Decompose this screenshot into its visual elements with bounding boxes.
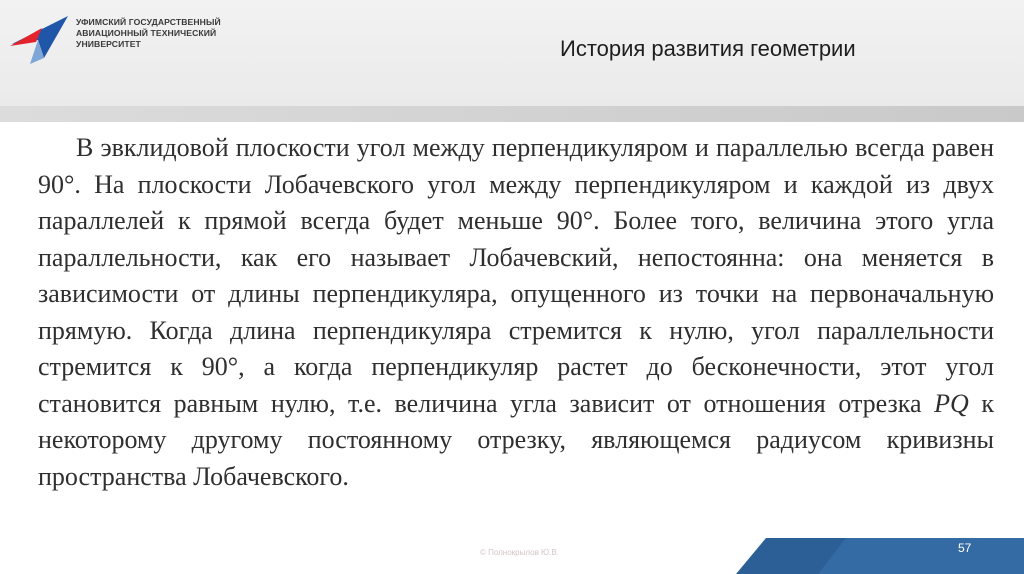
author-watermark: © Полнокрылов Ю.В.	[480, 548, 559, 557]
university-name	[76, 17, 276, 50]
university-name-line: УФИМСКИЙ ГОСУДАРСТВЕННЫЙ	[76, 17, 221, 27]
body-text-part: В эвклидовой плоскости угол между перпендикуляром и параллелью всегда равен 90°. На плоскости Лобачевского угол между перпендикуляром и каждой из двух параллелей к прямой всегда будет меньше 90°. Более того, величина этого угла параллельности, как его называет Лобачевский, непостоянна: она меняется в зависимости от длины перпендикуляра, опущенного из точки на первоначальную прямую. Когда длина перпендикуляра стремится к нулю, угол параллельности стремится к 90°, а когда перпендикуляр растет до бесконечности, этот угол становится равным нулю, т.е. величина угла зависит от отношения отрезка	[38, 133, 994, 418]
footer-decoration	[736, 538, 1024, 574]
segment-label: PQ	[934, 388, 969, 418]
page-title: История развития геометрии	[560, 36, 856, 61]
university-name-line: УНИВЕРСИТЕТ	[76, 39, 141, 49]
body-text-part: к некоторому другому постоянному отрезку, являющемся радиусом кривизны пространства Лобачевского.	[38, 388, 995, 491]
page-number: 57	[958, 541, 972, 555]
university-name-line: АВИАЦИОННЫЙ ТЕХНИЧЕСКИЙ	[76, 28, 217, 38]
ugatu-logo-icon	[8, 14, 70, 64]
slide-body-text	[38, 130, 994, 495]
